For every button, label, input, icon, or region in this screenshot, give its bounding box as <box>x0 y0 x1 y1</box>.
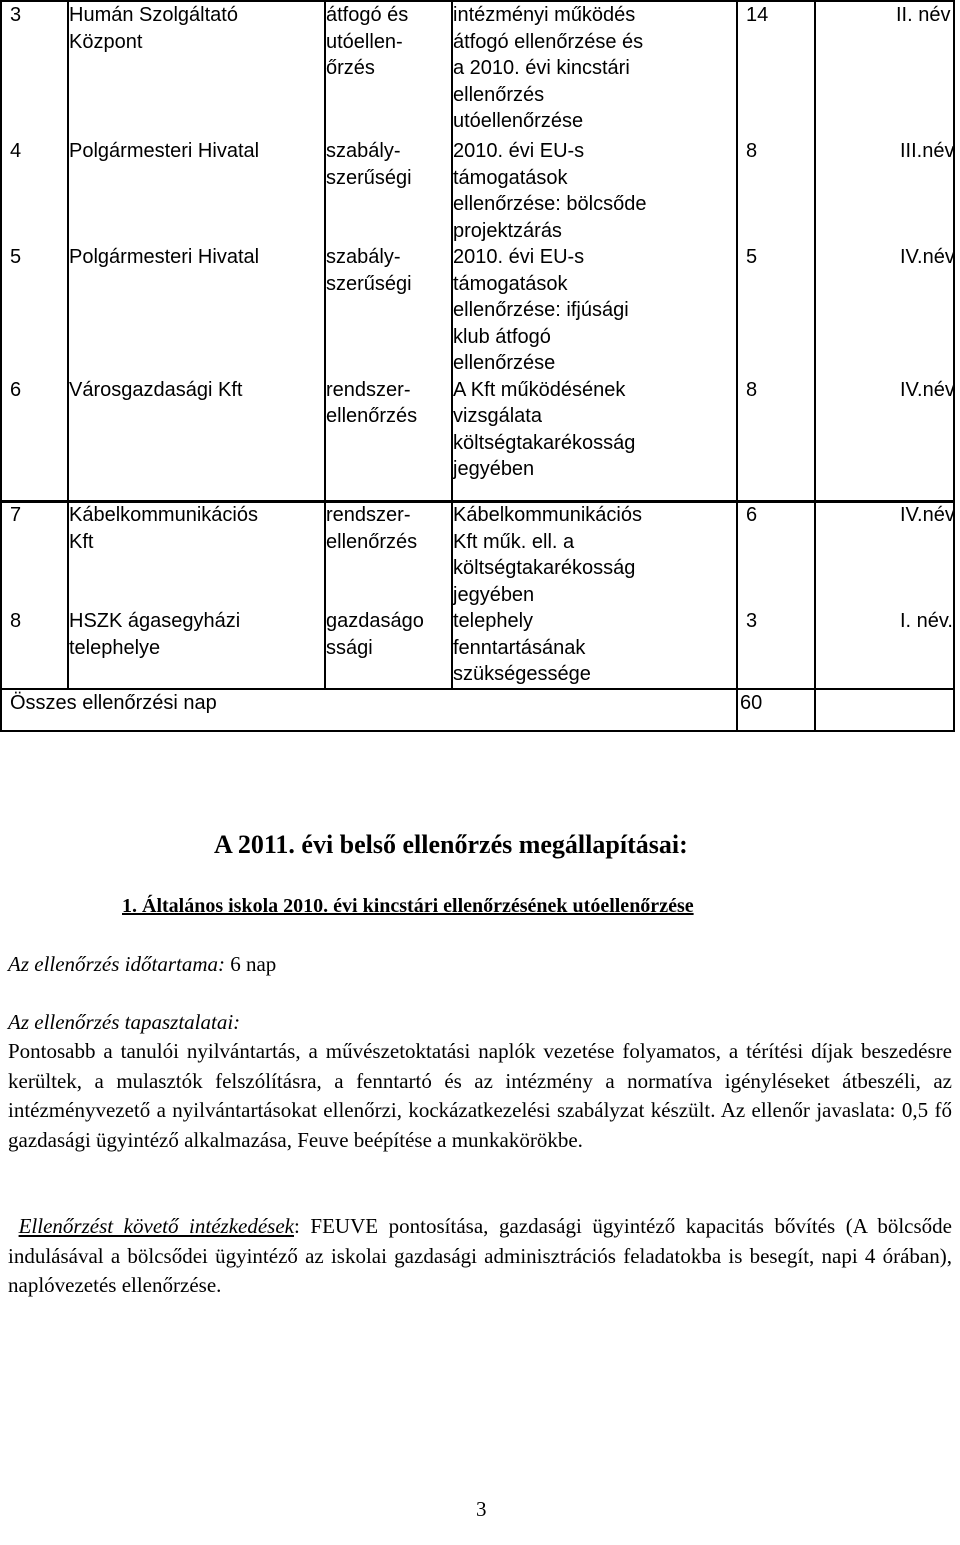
audit-type: szabály- szerűségi <box>325 138 452 244</box>
audit-days: 5 <box>737 244 815 377</box>
audit-type: átfogó és utóellen- őrzés <box>325 1 452 138</box>
followup-text: : FEUVE pontosítása, gazdasági ügyintéző kapacitás bővítés (A bölcsőde indulásával a bölcsődei ügyintéző az iskolai gazdasági adminisztrációs feladatokba is besegít, napi 4 órában), naplóvezetés ellenőrzése. <box>8 1214 952 1297</box>
row-number: 5 <box>1 244 68 377</box>
audit-type: szabály- szerűségi <box>325 244 452 377</box>
auditor-name: IV.név <box>815 377 954 502</box>
audit-table-bottom <box>0 500 953 732</box>
auditor-name: II. név <box>815 1 954 138</box>
audit-days: 8 <box>737 377 815 502</box>
followup-label: Ellenőrzést követő intézkedések <box>18 1214 294 1238</box>
audit-subject: Kábelkommunikációs Kft műk. ell. a költségtakarékosság jegyében <box>452 501 737 608</box>
unit-name: HSZK ágasegyházi telephelye <box>68 608 325 689</box>
page-number: 3 <box>476 1497 487 1521</box>
section-heading: A 2011. évi belső ellenőrzés megállapításai: <box>214 830 688 859</box>
row-number: 8 <box>1 608 68 689</box>
audit-days: 6 <box>737 501 815 608</box>
auditor-name: IV.név <box>815 244 954 377</box>
auditor-name: III.név <box>815 138 954 244</box>
audit-type: rendszer- ellenőrzés <box>325 501 452 608</box>
total-label: Összes ellenőrzési nap <box>1 689 737 731</box>
followup-paragraph <box>8 1212 952 1301</box>
table-row <box>1 1 954 138</box>
audit-table-top <box>0 0 953 503</box>
duration-label: Az ellenőrzés időtartama: <box>8 952 225 976</box>
row-number: 4 <box>1 138 68 244</box>
unit-name: Városgazdasági Kft <box>68 377 325 502</box>
audit-days: 14 <box>737 1 815 138</box>
total-value: 60 <box>737 689 815 731</box>
audit-subject: telephely fenntartásának szükségessége <box>452 608 737 689</box>
total-row <box>1 689 954 731</box>
auditor-name: IV.név <box>815 501 954 608</box>
table-row <box>1 377 954 502</box>
audit-subject: 2010. évi EU-s támogatások ellenőrzése: bölcsőde projektzárás <box>452 138 737 244</box>
table-row <box>1 138 954 244</box>
audit-subject: 2010. évi EU-s támogatások ellenőrzése: ifjúsági klub átfogó ellenőrzése <box>452 244 737 377</box>
audit-days: 8 <box>737 138 815 244</box>
table-row <box>1 244 954 377</box>
unit-name: Humán Szolgáltató Központ <box>68 1 325 138</box>
audit-days: 3 <box>737 608 815 689</box>
unit-name: Polgármesteri Hivatal <box>68 138 325 244</box>
row-number: 7 <box>1 501 68 608</box>
unit-name: Kábelkommunikációs Kft <box>68 501 325 608</box>
experience-label: Az ellenőrzés tapasztalatai: <box>8 1010 241 1034</box>
subsection-heading: 1. Általános iskola 2010. évi kincstári ellenőrzésének utóellenőrzése <box>122 895 694 917</box>
audit-subject: A Kft működésének vizsgálata költségtakarékosság jegyében <box>452 377 737 502</box>
total-empty-cell <box>815 689 954 731</box>
audit-subject: intézményi működés átfogó ellenőrzése és a 2010. évi kincstári ellenőrzés utóellenőrzése <box>452 1 737 138</box>
duration-value: 6 nap <box>230 952 277 976</box>
auditor-name: I. név. <box>815 608 954 689</box>
row-number: 3 <box>1 1 68 138</box>
experience-paragraph: Pontosabb a tanulói nyilvántartás, a művészetoktatási naplók vezetése folyamatos, a térítési díjak beszedésre kerültek, a mulasztók felszólításra, a fenntartó és az intézmény a normatíva igényléseket átbeszéli, az intézményvezető a nyilvántartásokat ellenőrzi, kockázatkezelési szabályzat készült. Az ellenőr javaslata: 0,5 fő gazdasági ügyintéző alkalmazása, Feuve beépítése a munkakörökbe. <box>8 1039 952 1152</box>
duration-line <box>8 952 276 977</box>
table-row <box>1 608 954 689</box>
audit-type: rendszer- ellenőrzés <box>325 377 452 502</box>
table-row <box>1 501 954 608</box>
unit-name: Polgármesteri Hivatal <box>68 244 325 377</box>
row-number: 6 <box>1 377 68 502</box>
audit-type: gazdaságo ssági <box>325 608 452 689</box>
